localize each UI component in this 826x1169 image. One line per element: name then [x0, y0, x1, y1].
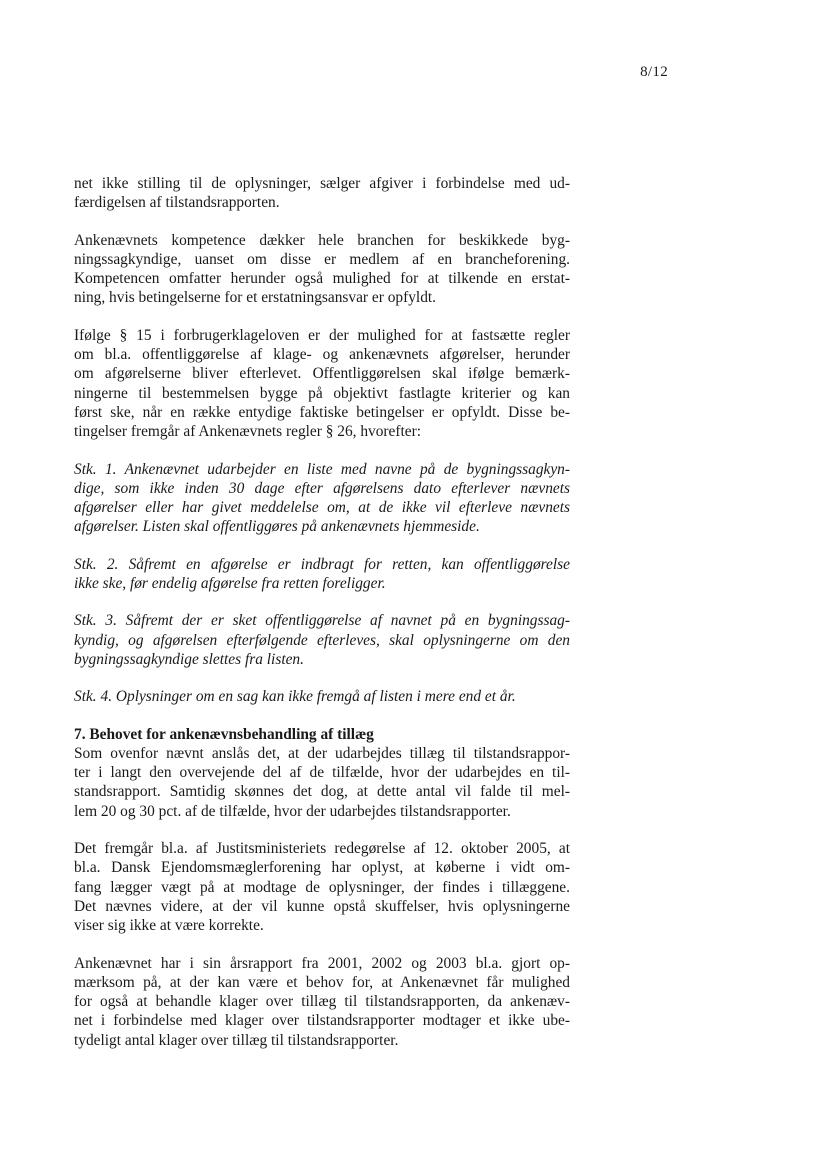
text-line: afgørelser eller har givet meddelelse om, at de ikke vil efterleve nævnets [74, 499, 570, 517]
text-line: Stk. 2. Såfremt en afgørelse er indbragt for retten, kan offentliggørelse [74, 555, 570, 573]
section-7 [74, 725, 570, 821]
text-line: ikke ske, før endelig afgørelse fra retten foreligger. [74, 575, 386, 593]
text-line: ning, hvis betingelserne for et erstatningsansvar er opfyldt. [74, 289, 437, 307]
text-line: lem 20 og 30 pct. af de tilfælde, hvor der udarbejdes tilstandsrapporter. [74, 802, 511, 820]
paragraph-continuation [74, 174, 570, 213]
paragraph-publication-rules [74, 326, 570, 442]
text-line: Kompetencen omfatter herunder også mulighed for at tilkende en erstat- [74, 270, 570, 288]
text-line: bygningssagkyndige slettes fra listen. [74, 650, 304, 668]
paragraph-competence [74, 231, 570, 308]
text-line: kyndig, og afgørelsen efterfølgende efterleves, skal oplysningerne om den [74, 631, 570, 649]
text-line: Ankenævnets kompetence dækker hele branchen for beskikkede byg- [74, 231, 570, 249]
text-line: mærksom på, at der kan være et behov for, at Ankenævnet får mulighed [74, 973, 570, 991]
text-line: Det fremgår bl.a. af Justitsministeriets redegørelse af 12. oktober 2005, at [74, 840, 570, 858]
text-line: Stk. 4. Oplysninger om en sag kan ikke fremgå af listen i mere end et år. [74, 688, 516, 706]
text-line: standsrapport. Samtidig skønnes det dog, at dette antal vil falde til mel- [74, 783, 570, 801]
paragraph-stk-4 [74, 687, 570, 706]
text-line: Stk. 1. Ankenævnet udarbejder en liste med navne på de bygningssagkyn- [74, 460, 570, 478]
text-line: Ankenævnet har i sin årsrapport fra 2001, 2002 og 2003 bl.a. gjort op- [74, 954, 570, 972]
text-line: viser sig ikke at være korrekte. [74, 917, 264, 935]
text-line: tydeligt antal klager over tillæg til tilstandsrapporter. [74, 1031, 399, 1049]
text-line: ter i langt den overvejende del af de tilfælde, hvor der udarbejdes en til- [74, 764, 570, 782]
text-line: om afgørelserne bliver efterlevet. Offentliggørelsen skal ifølge bemærk- [74, 365, 570, 383]
text-line: først ske, når en række entydige faktiske betingelser er opfyldt. Disse be- [74, 403, 570, 421]
text-line: afgørelser. Listen skal offentliggøres på ankenævnets hjemmeside. [74, 518, 480, 536]
text-line: Som ovenfor nævnt anslås det, at der udarbejdes tillæg til tilstandsrappor- [74, 744, 570, 762]
text-line: ningssagkyndige, uanset om disse er medlem af en brancheforening. [74, 250, 570, 268]
text-line: dige, som ikke inden 30 dage efter afgørelsens dato efterlever nævnets [74, 479, 570, 497]
text-line: ningerne til bestemmelsen bygge på objektivt fastlagte kriterier og kan [74, 384, 570, 402]
text-line: net ikke stilling til de oplysninger, sælger afgiver i forbindelse med ud- [74, 175, 570, 192]
text-line: for også at behandle klager over tillæg til tilstandsrapporten, da ankenæv- [74, 993, 570, 1011]
text-line: Det nævnes videre, at der vil kunne opstå skuffelser, hvis oplysningerne [74, 897, 570, 915]
paragraph-stk-2 [74, 555, 570, 594]
section-heading: 7. Behovet for ankenævnsbehandling af tillæg [74, 725, 374, 743]
paragraph-stk-1 [74, 460, 570, 537]
paragraph-annual-report [74, 954, 570, 1050]
paragraph-justice-ministry [74, 839, 570, 935]
page-number: 8/12 [640, 64, 668, 80]
text-line: tingelser fremgår af Ankenævnets regler § 26, hvorefter: [74, 423, 422, 441]
paragraph-stk-3 [74, 611, 570, 669]
text-line: net i forbindelse med klager over tilstandsrapporter modtager et ikke ube- [74, 1012, 570, 1030]
document-body [74, 174, 570, 1050]
text-line: bl.a. Dansk Ejendomsmæglerforening har oplyst, at køberne i vidt om- [74, 859, 570, 877]
text-line: om bl.a. offentliggørelse af klage- og ankenævnets afgørelser, herunder [74, 346, 570, 364]
text-line: færdigelsen af tilstandsrapporten. [74, 194, 280, 212]
text-line: fang lægger vægt på at modtage de oplysninger, der findes i tillæggene. [74, 878, 570, 896]
text-line: Stk. 3. Såfremt der er sket offentliggørelse af navnet på en bygningssag- [74, 612, 570, 630]
text-line: Ifølge § 15 i forbrugerklageloven er der mulighed for at fastsætte regler [74, 326, 570, 344]
